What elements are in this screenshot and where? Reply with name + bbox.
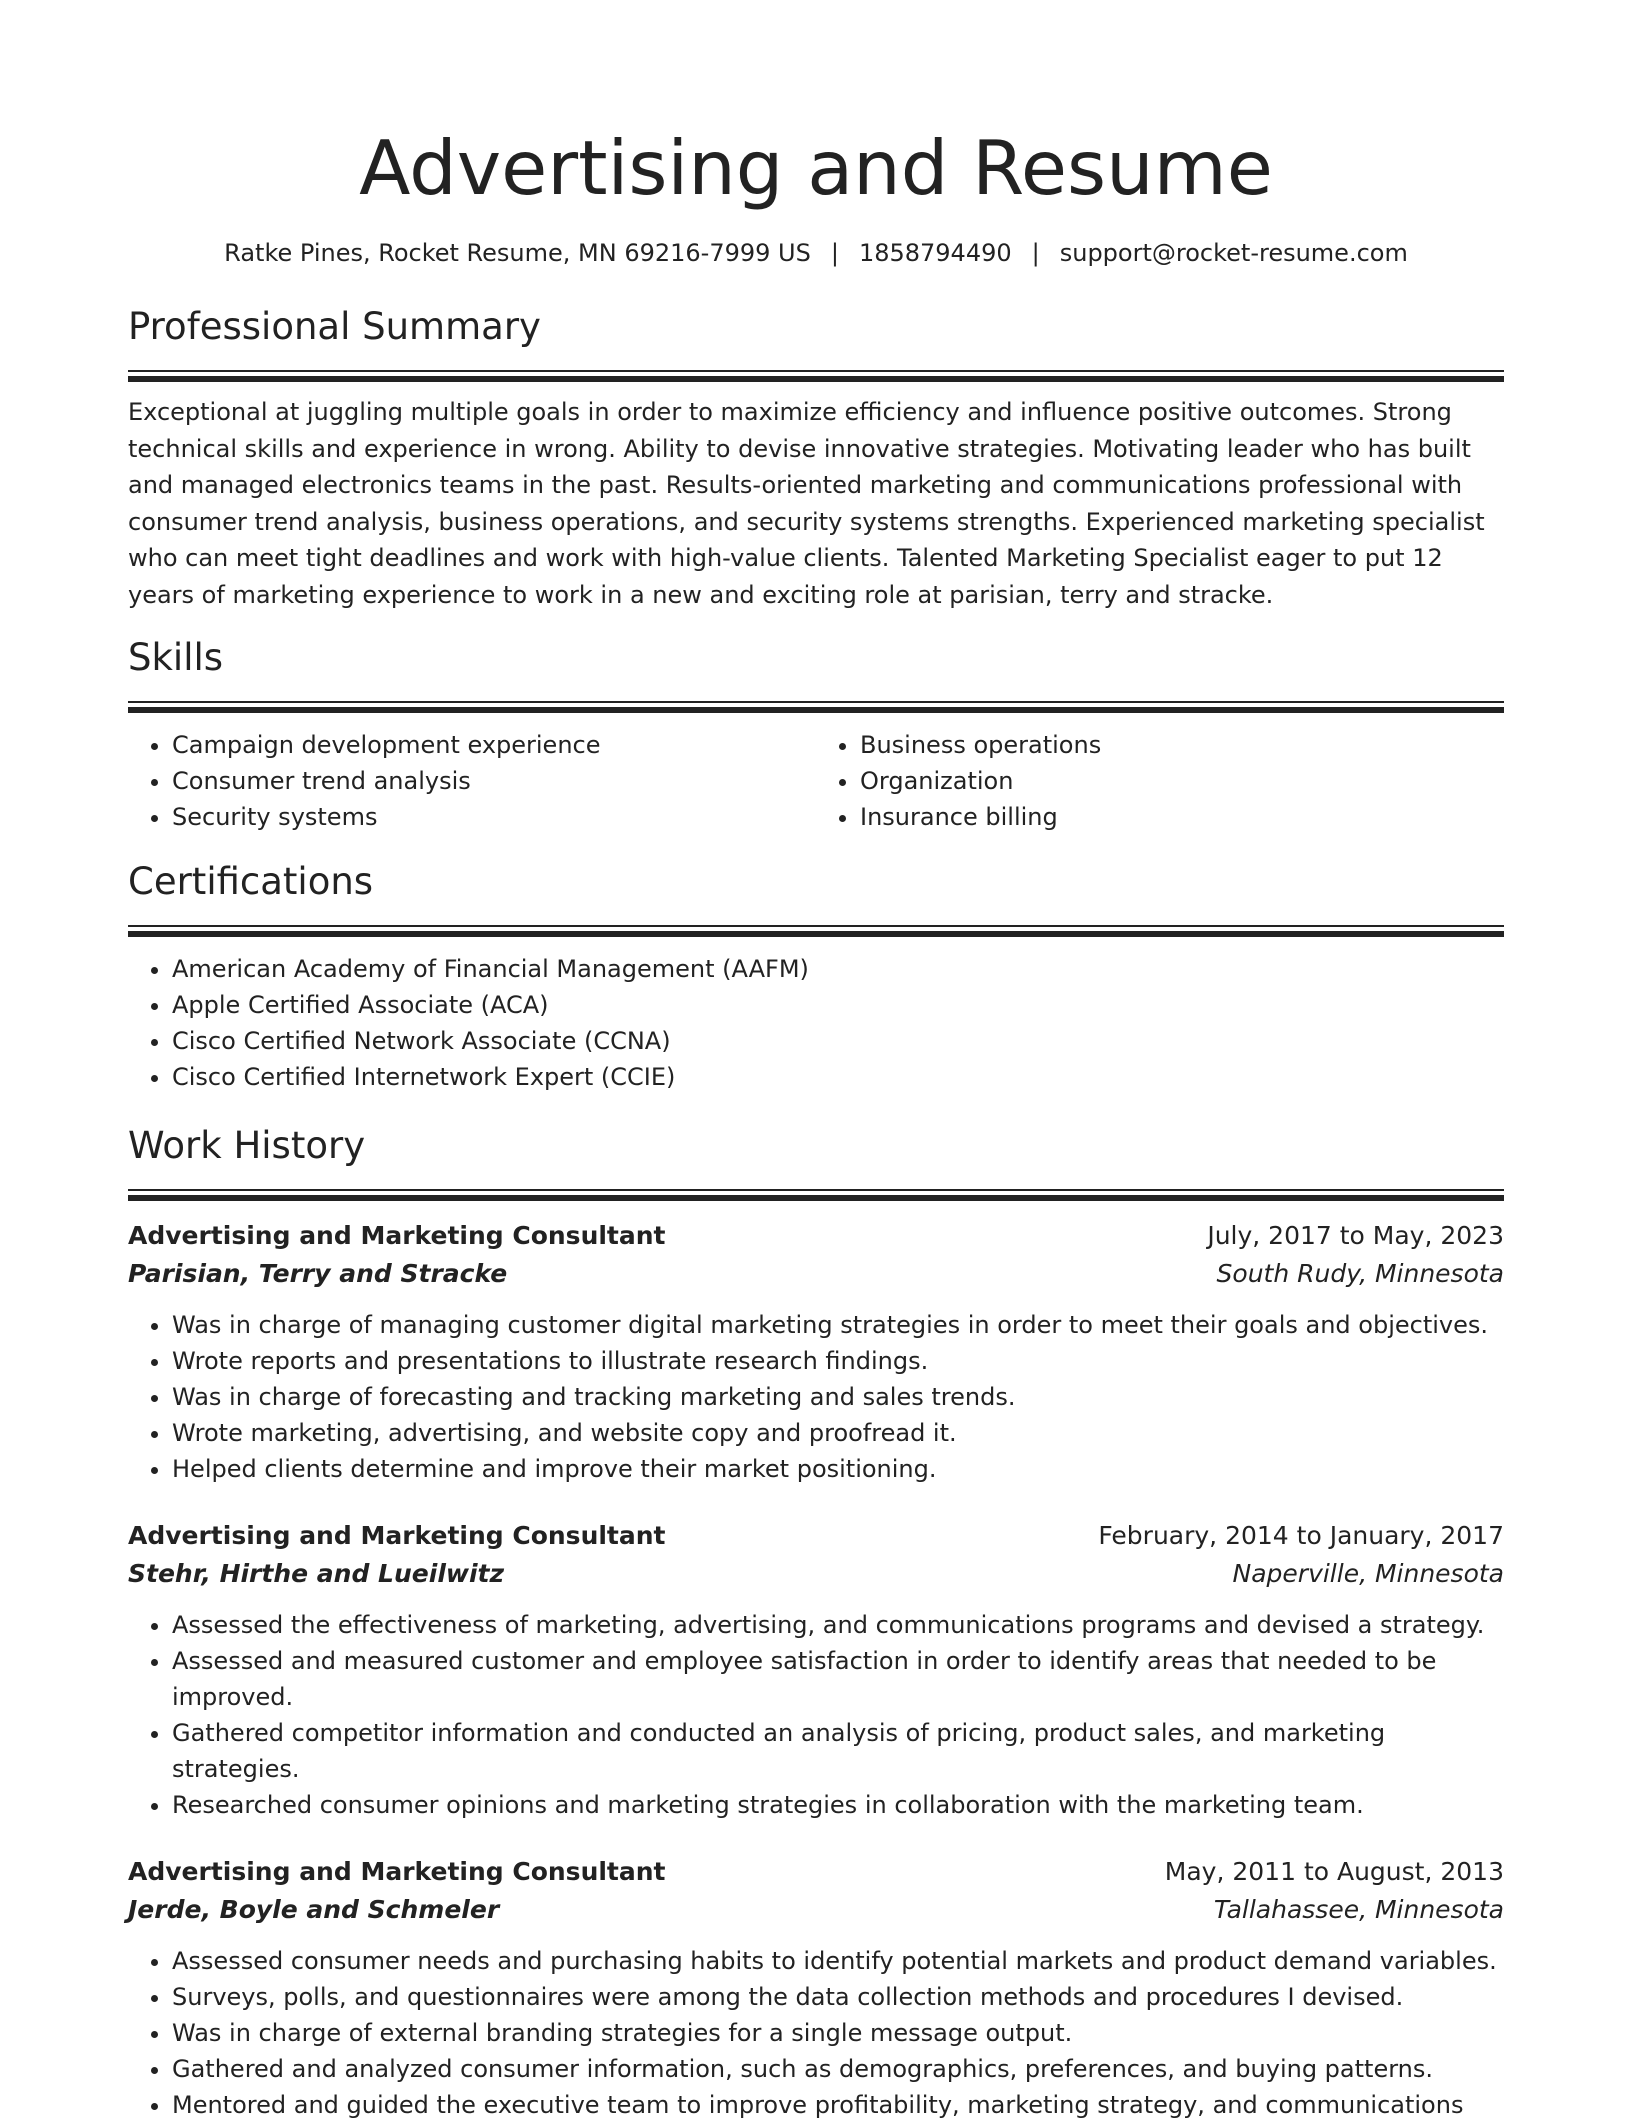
job-company: Stehr, Hirthe and Lueilwitz [128, 1559, 505, 1588]
certification-item: • Cisco Certified Network Associate (CCNA) [172, 1023, 1504, 1059]
job-subheader [128, 1891, 1504, 1929]
job-header [128, 1853, 1504, 1891]
certification-item: • Cisco Certified Internetwork Expert (CCIE) [172, 1059, 1504, 1095]
job-subheader [128, 1555, 1504, 1593]
job-bullet: • Wrote reports and presentations to illustrate research findings. [172, 1343, 1504, 1379]
resume-page [128, 0, 1504, 2123]
contact-separator: | [1031, 239, 1040, 267]
section-divider [128, 701, 1504, 713]
summary-section [128, 302, 1504, 613]
section-divider [128, 370, 1504, 382]
skill-item: • Consumer trend analysis [172, 763, 816, 799]
section-title-skills: Skills [128, 636, 224, 679]
job-entry [128, 1217, 1504, 1487]
job-location: South Rudy, Minnesota [1216, 1259, 1504, 1288]
section-title-certifications: Certifications [128, 860, 374, 903]
job-location: Tallahassee, Minnesota [1213, 1895, 1504, 1924]
job-bullets [128, 1607, 1504, 1823]
job-entry [128, 1853, 1504, 2123]
contact-line [128, 236, 1504, 270]
job-bullets [128, 1943, 1504, 2123]
skills-list-left [128, 727, 816, 835]
skills-grid [128, 727, 1504, 835]
job-bullet: • Helped clients determine and improve their market positioning. [172, 1451, 1504, 1487]
contact-address: Ratke Pines, Rocket Resume, MN 69216-7999 US [224, 239, 811, 267]
contact-separator: | [830, 239, 839, 267]
skill-item: • Insurance billing [860, 799, 1504, 835]
job-bullet: • Gathered and analyzed consumer information, such as demographics, preferences, and buying patterns. [172, 2051, 1504, 2087]
job-bullets [128, 1307, 1504, 1487]
job-subheader [128, 1255, 1504, 1293]
section-title-summary: Professional Summary [128, 305, 541, 348]
job-bullet: • Assessed consumer needs and purchasing habits to identify potential markets and product demand variables. [172, 1943, 1504, 1979]
job-company: Jerde, Boyle and Schmeler [128, 1895, 500, 1924]
resume-name: Advertising and Resume [359, 124, 1273, 212]
skill-item: • Business operations [860, 727, 1504, 763]
section-title-work-history: Work History [128, 1124, 366, 1167]
job-location: Naperville, Minnesota [1232, 1559, 1504, 1588]
job-title: Advertising and Marketing Consultant [128, 1221, 666, 1250]
certifications-section [128, 857, 1504, 1095]
contact-phone: 1858794490 [858, 239, 1012, 267]
section-divider [128, 1189, 1504, 1201]
skills-list-right [816, 727, 1504, 835]
skill-item: • Security systems [172, 799, 816, 835]
job-bullet: • Wrote marketing, advertising, and website copy and proofread it. [172, 1415, 1504, 1451]
summary-text: Exceptional at juggling multiple goals in order to maximize efficiency and influence positive outcomes. Strong technical skills and experience in wrong. Ability to devise innovative strategies. Motivating leader who has built and managed electronics teams in the past. Results-oriented marketing and communications professional with consumer trend analysis, business operations, and security systems strengths. Experienced marketing specialist who can meet tight deadlines and work with high-value clients. Talented Marketing Specialist eager to put 12 years of marketing experience to work in a new and exciting role at parisian, terry and stracke. [128, 398, 1485, 609]
job-entry [128, 1517, 1504, 1823]
job-company: Parisian, Terry and Stracke [128, 1259, 508, 1288]
section-divider [128, 925, 1504, 937]
job-bullet: • Assessed and measured customer and employee satisfaction in order to identify areas that needed to be improved. [172, 1643, 1504, 1715]
job-bullet: • Surveys, polls, and questionnaires were among the data collection methods and procedures I devised. [172, 1979, 1504, 2015]
certifications-list [128, 951, 1504, 1095]
job-title: Advertising and Marketing Consultant [128, 1521, 666, 1550]
job-bullet: • Assessed the effectiveness of marketing, advertising, and communications programs and devised a strategy. [172, 1607, 1504, 1643]
certification-item: • Apple Certified Associate (ACA) [172, 987, 1504, 1023]
job-dates: February, 2014 to January, 2017 [1098, 1521, 1504, 1550]
job-bullet: • Was in charge of forecasting and tracking marketing and sales trends. [172, 1379, 1504, 1415]
contact-email: support@rocket-resume.com [1059, 239, 1408, 267]
job-bullet: • Mentored and guided the executive team to improve profitability, marketing strategy, and communications [172, 2087, 1504, 2123]
job-bullet: • Researched consumer opinions and marketing strategies in collaboration with the marketing team. [172, 1787, 1504, 1823]
job-bullet: • Gathered competitor information and conducted an analysis of pricing, product sales, and marketing strategies. [172, 1715, 1504, 1787]
job-dates: July, 2017 to May, 2023 [1207, 1221, 1504, 1250]
job-dates: May, 2011 to August, 2013 [1164, 1857, 1504, 1886]
certification-item: • American Academy of Financial Management (AAFM) [172, 951, 1504, 987]
work-history-section [128, 1121, 1504, 2123]
job-title: Advertising and Marketing Consultant [128, 1857, 666, 1886]
job-header [128, 1517, 1504, 1555]
skills-section [128, 633, 1504, 835]
job-bullet: • Was in charge of managing customer digital marketing strategies in order to meet their goals and objectives. [172, 1307, 1504, 1343]
skill-item: • Organization [860, 763, 1504, 799]
skill-item: • Campaign development experience [172, 727, 816, 763]
job-header [128, 1217, 1504, 1255]
job-bullet: • Was in charge of external branding strategies for a single message output. [172, 2015, 1504, 2051]
